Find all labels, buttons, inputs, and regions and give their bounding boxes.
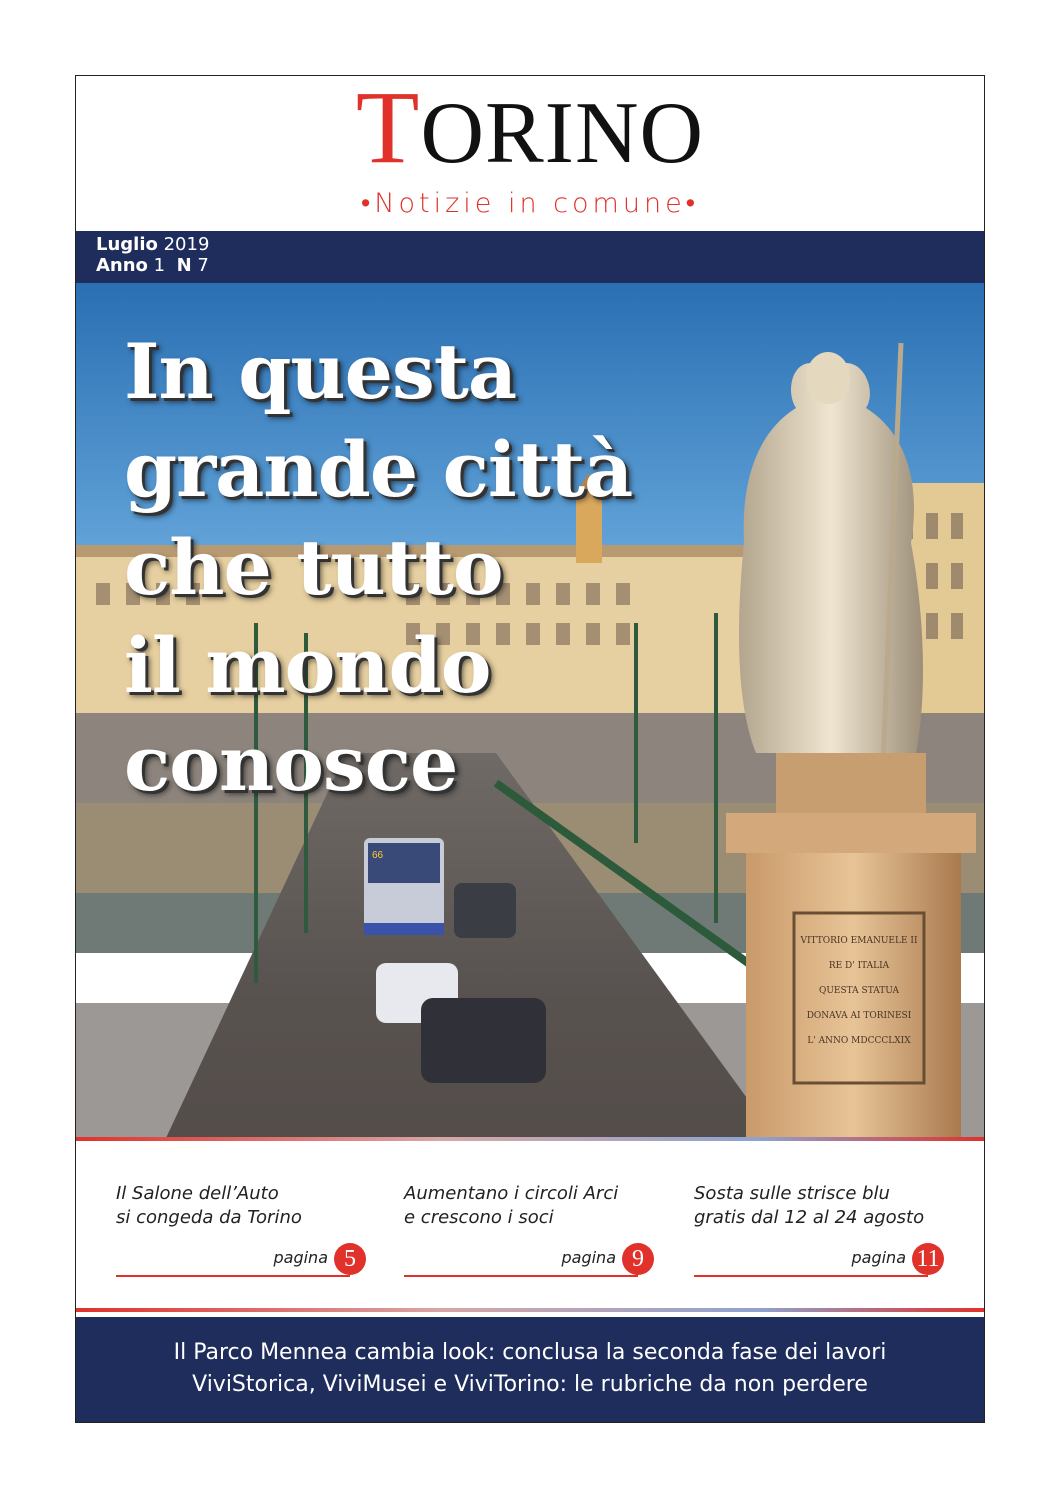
teaser-line: e crescono i soci	[404, 1207, 554, 1228]
teaser-title	[116, 1182, 378, 1230]
inscription-line-3: QUESTA STATUA	[818, 986, 900, 996]
headline-line: che tutto	[124, 523, 503, 612]
teaser-line: Sosta sulle strisce blu	[694, 1183, 890, 1204]
page-number-badge: 11	[912, 1243, 944, 1275]
masthead	[76, 76, 984, 231]
page-label: pagina	[273, 1248, 328, 1267]
number-value: 7	[197, 255, 209, 276]
inscription-line-5: L' ANNO MDCCCLXIX	[807, 1036, 911, 1046]
issue-number	[96, 256, 209, 276]
inscription-line-2: RE D' ITALIA	[828, 961, 890, 971]
teaser-title	[694, 1182, 956, 1230]
logo	[76, 75, 984, 185]
teaser-line: Il Salone dell’Auto	[116, 1183, 279, 1204]
logo-initial: T	[355, 75, 421, 185]
page-label: pagina	[561, 1248, 616, 1267]
teaser-salone-auto[interactable]	[116, 1182, 378, 1282]
inscription-line-1: VITTORIO EMANUELE II	[800, 936, 918, 946]
divider-stripe	[76, 1137, 984, 1141]
teaser-underline	[116, 1275, 350, 1277]
page-ref	[561, 1242, 654, 1275]
teaser-line: si congeda da Torino	[116, 1207, 302, 1228]
headline	[124, 323, 724, 813]
page-ref	[851, 1242, 944, 1275]
bottom-line-2[interactable]: ViviStorica, ViviMusei e ViviTorino: le rubriche da non perdere	[192, 1372, 868, 1397]
cover-page	[75, 75, 985, 1423]
teaser-circoli-arci[interactable]	[404, 1182, 666, 1282]
teaser-line: gratis dal 12 al 24 agosto	[694, 1207, 925, 1228]
headline-line: conosce	[124, 719, 458, 808]
page-label: pagina	[851, 1248, 906, 1267]
issue-month: Luglio	[96, 234, 158, 255]
tagline: •Notizie in comune•	[360, 188, 700, 219]
teasers	[76, 1144, 984, 1299]
issue-date	[96, 235, 209, 255]
teaser-underline	[404, 1275, 638, 1277]
number-label: N	[176, 255, 192, 276]
headline-line: In questa	[124, 327, 517, 416]
issue-bar	[76, 231, 984, 283]
anno-value: 1	[153, 255, 166, 276]
bottom-line-1[interactable]: Il Parco Mennea cambia look: conclusa la seconda fase dei lavori	[173, 1340, 887, 1365]
teaser-strisce-blu[interactable]	[694, 1182, 956, 1282]
bus-sign: 66	[372, 850, 384, 861]
divider-stripe	[76, 1308, 984, 1312]
bottom-banner	[76, 1317, 984, 1422]
cover-photo	[76, 283, 984, 1138]
inscription-line-4: DONAVA AI TORINESI	[806, 1011, 912, 1021]
headline-line: il mondo	[124, 621, 491, 710]
page-number-badge: 9	[622, 1243, 654, 1275]
teaser-underline	[694, 1275, 928, 1277]
headline-line: grande città	[124, 425, 633, 514]
teaser-line: Aumentano i circoli Arci	[404, 1183, 619, 1204]
issue-year: 2019	[163, 234, 210, 255]
teaser-title	[404, 1182, 666, 1230]
logo-rest: ORINO	[420, 85, 705, 182]
anno-label: Anno	[96, 255, 148, 276]
page-ref	[273, 1242, 366, 1275]
page-number-badge: 5	[334, 1243, 366, 1275]
